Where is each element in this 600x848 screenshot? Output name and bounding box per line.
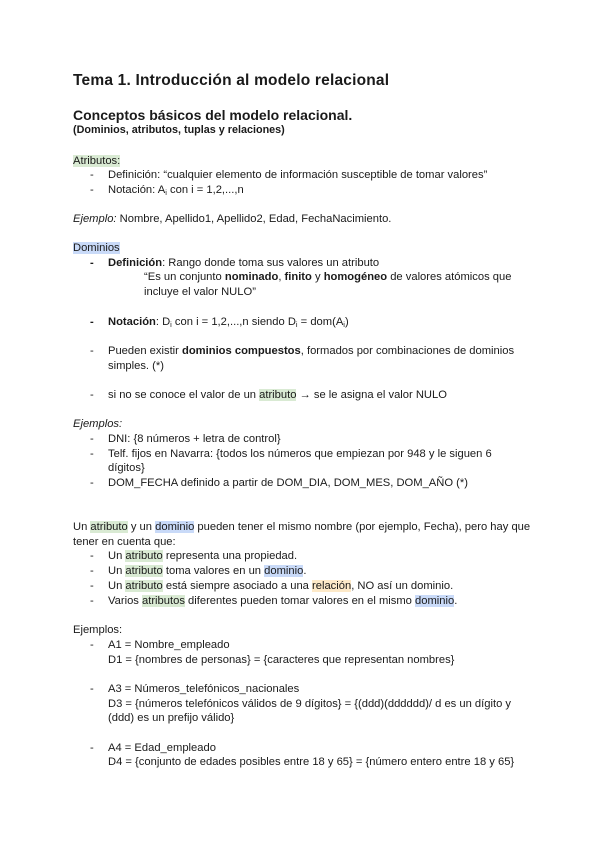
- ejemplo-d3-2: (ddd) es un prefijo válido}: [108, 712, 235, 724]
- dominios-compuestos: Pueden existir dominios compuestos, formados por combinaciones de dominios: [108, 345, 515, 357]
- section-title: Conceptos básicos del modelo relacional.: [73, 107, 353, 123]
- ejemplo-d4: D4 = {conjunto de edades posibles entre 18 y 65} = {número entero entre 18 y 65}: [108, 756, 515, 768]
- bullet-dash: -: [90, 550, 94, 562]
- bullet-dash: -: [90, 257, 94, 269]
- ejemplo-telf-2: dígitos}: [108, 462, 145, 474]
- atributos-heading: Atributos:: [73, 155, 121, 167]
- atributos-ejemplo: Ejemplo: Nombre, Apellido1, Apellido2, Edad, FechaNacimiento.: [73, 213, 392, 225]
- bullet-dash: -: [90, 565, 94, 577]
- ejemplos-heading: Ejemplos:: [73, 418, 123, 430]
- bullet-dash: -: [90, 448, 94, 460]
- bullet-dash: -: [90, 433, 94, 445]
- bullet-dash: -: [90, 184, 94, 196]
- bullet-dash: -: [90, 683, 94, 695]
- ejemplo-d1: D1 = {nombres de personas} = {caracteres que representan nombres}: [108, 654, 455, 666]
- dominios-definicion: Definición: Rango donde toma sus valores un atributo: [108, 257, 380, 269]
- ejemplo-a4: A4 = Edad_empleado: [108, 742, 216, 754]
- dominios-quote-2: incluye el valor NULO”: [144, 286, 256, 298]
- bullet-dash: -: [90, 742, 94, 754]
- ejemplo-a3: A3 = Números_telefónicos_nacionales: [108, 683, 300, 695]
- paragraph-line-2: tener en cuenta que:: [73, 536, 176, 548]
- para-bullet-1: Un atributo representa una propiedad.: [108, 550, 298, 562]
- dominios-nulo: si no se conoce el valor de un atributo → se le asigna el valor NULO: [108, 389, 447, 401]
- para-bullet-4: Varios atributos diferentes pueden tomar valores en el mismo dominio.: [108, 595, 458, 607]
- paragraph-line-1: Un atributo y un dominio pueden tener el mismo nombre (por ejemplo, Fecha), pero hay que: [73, 521, 531, 533]
- bullet-dash: -: [90, 639, 94, 651]
- ejemplo-a1: A1 = Nombre_empleado: [108, 639, 230, 651]
- page-title: Tema 1. Introducción al modelo relacional: [73, 72, 390, 89]
- ejemplo-dom-fecha: DOM_FECHA definido a partir de DOM_DIA, DOM_MES, DOM_AÑO (*): [108, 477, 468, 489]
- section-subtitle: (Dominios, atributos, tuplas y relaciones): [73, 124, 285, 136]
- para-bullet-3: Un atributo está siempre asociado a una relación, NO así un dominio.: [108, 580, 454, 592]
- dominios-quote-1: “Es un conjunto nominado, finito y homogéneo de valores atómicos que: [144, 271, 512, 283]
- dominios-compuestos-2: simples. (*): [108, 360, 164, 372]
- para-bullet-2: Un atributo toma valores en un dominio.: [108, 565, 307, 577]
- dominios-heading: Dominios: [73, 242, 120, 254]
- bullet-dash: -: [90, 389, 94, 401]
- bullet-dash: -: [90, 345, 94, 357]
- bullet-dash: -: [90, 169, 94, 181]
- bullet-dash: -: [90, 316, 94, 328]
- ejemplo-dni: DNI: {8 números + letra de control}: [108, 433, 281, 445]
- ejemplo-telf: Telf. fijos en Navarra: {todos los números que empiezan por 948 y le siguen 6: [108, 448, 492, 460]
- ejemplo-d3: D3 = {números telefónicos válidos de 9 dígitos} = {(ddd)(dddddd)/ d es un dígito y: [108, 698, 512, 710]
- bullet-dash: -: [90, 580, 94, 592]
- atributos-definicion: Definición: “cualquier elemento de información susceptible de tomar valores”: [108, 169, 488, 181]
- atributos-notacion: Notación: $A_i$ con i = 1,2,...,n: [108, 184, 244, 197]
- bullet-dash: -: [90, 595, 94, 607]
- bullet-dash: -: [90, 477, 94, 489]
- dominios-notacion: Notación: $D_i$ con i = 1,2,...,n siendo $D_i = dom(A_i)$: [108, 316, 349, 329]
- ejemplos-2-heading: Ejemplos:: [73, 624, 123, 636]
